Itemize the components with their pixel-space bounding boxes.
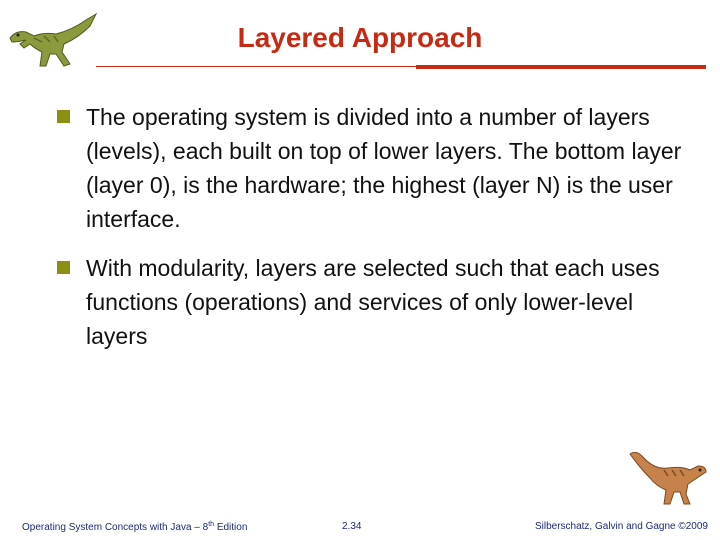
title-divider-thin [96, 66, 416, 67]
footer-page-number: 2.34 [342, 521, 362, 532]
slide-title: Layered Approach [237, 22, 483, 53]
slide-content [56, 100, 696, 368]
title-divider-thick [416, 65, 706, 69]
bullet-text: With modularity, layers are selected such that each uses functions (operations) and services of only lower-level layers [86, 255, 660, 349]
bullet-text: The operating system is divided into a number of layers (levels), each built on top of lower layers. The bottom layer (layer 0), is the hardware; the highest (layer N) is the user interface. [86, 104, 682, 232]
bullet-item [56, 251, 696, 353]
footer-copyright: Silberschatz, Galvin and Gagne ©2009 [534, 521, 708, 532]
bullet-item [56, 100, 696, 236]
square-bullet-icon [57, 261, 70, 274]
footer-book-title: Operating System Concepts with Java – 8th Edition [22, 521, 248, 533]
dinosaur-corner-icon [628, 448, 708, 506]
square-bullet-icon [57, 110, 70, 123]
